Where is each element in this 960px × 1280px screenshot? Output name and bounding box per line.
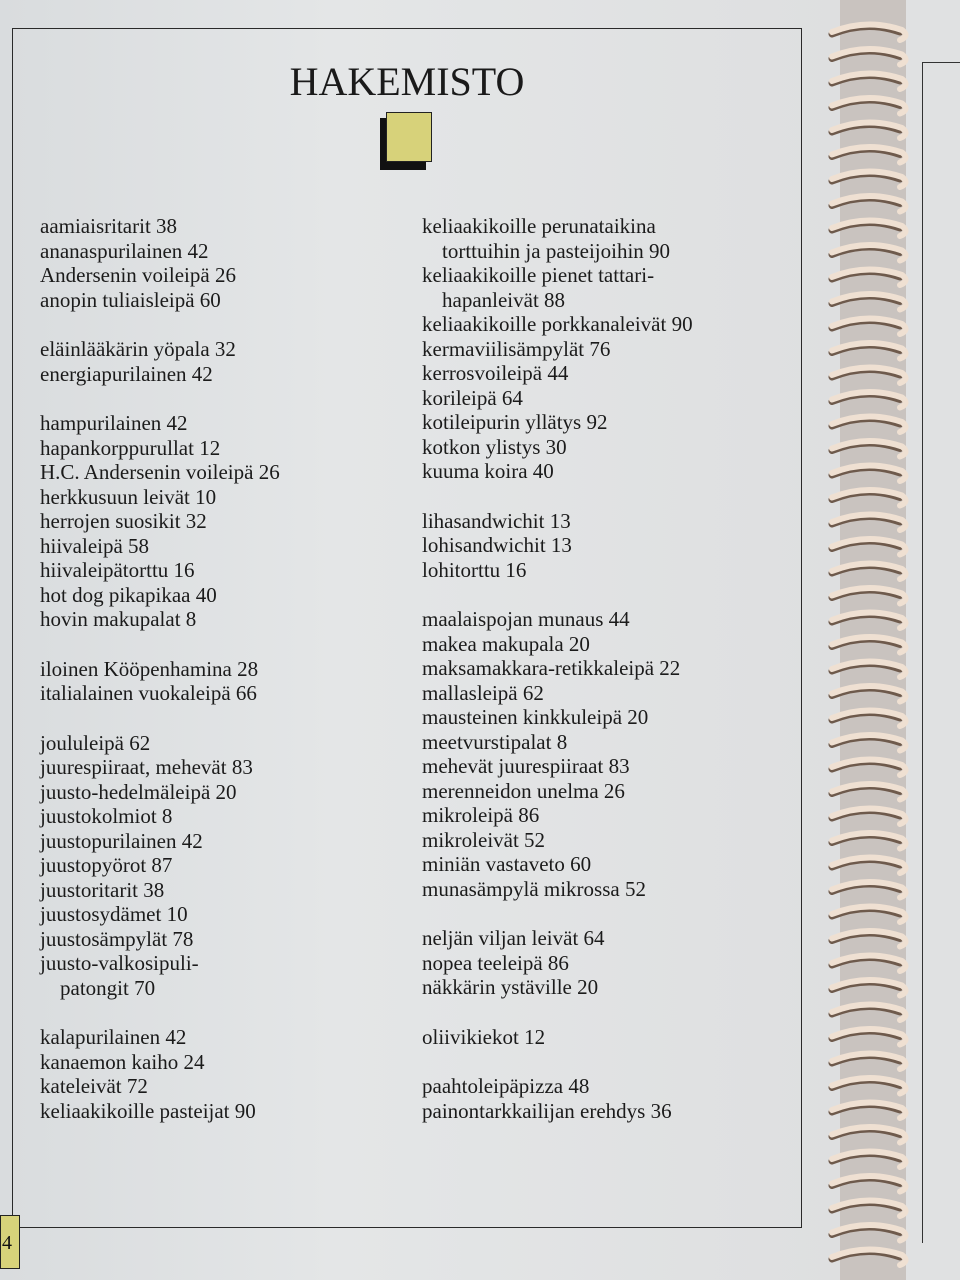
index-entry [40, 1025, 400, 1050]
index-entry [40, 1050, 400, 1075]
index-entry [40, 214, 400, 239]
index-entry-text: mausteinen kinkkuleipä 20 [422, 705, 649, 729]
index-entry-text: kanaemon kaiho 24 [40, 1049, 205, 1074]
title-square-ornament [380, 112, 436, 170]
index-entry [40, 362, 400, 387]
index-entry-continuation: torttuihin ja pasteijoihin 90 [442, 238, 671, 263]
index-entry-text: aamiaisritarit 38 [40, 214, 178, 238]
index-entry-text: meetvurstipalat 8 [422, 729, 568, 754]
index-entry-text: juusto-valkosipuli- [40, 951, 199, 975]
index-entry-text: keliaakikoille pasteijat 90 [40, 1098, 256, 1123]
index-entry [422, 509, 792, 534]
index-entry-text: herrojen suosikit 32 [40, 509, 207, 533]
index-entry [422, 951, 792, 976]
index-entry-text: juustosydämet 10 [40, 902, 188, 926]
index-entry-text: hapankorppurullat 12 [40, 435, 221, 460]
index-entry [40, 657, 400, 682]
index-entry-text: ananaspurilainen 42 [40, 238, 209, 263]
index-entry [422, 1025, 792, 1050]
index-entry [40, 681, 400, 706]
index-entry [422, 852, 792, 877]
index-entry-text: mikroleipä 86 [422, 803, 540, 827]
index-entry [40, 853, 400, 878]
index-entry [422, 386, 792, 411]
index-entry-text: keliaakikoille perunataikina [422, 214, 656, 238]
index-entry [422, 312, 792, 337]
index-entry [40, 902, 400, 927]
index-entry-text: maalaispojan munaus 44 [422, 607, 630, 631]
index-entry-text: munasämpylä mikrossa 52 [422, 876, 646, 901]
index-entry-text: juustopurilainen 42 [40, 828, 203, 853]
index-entry-text: mikroleivät 52 [422, 827, 546, 852]
page-title: HAKEMISTO [289, 59, 525, 104]
index-entry [422, 656, 792, 681]
index-entry [422, 459, 792, 484]
index-entry [40, 485, 400, 510]
index-entry [422, 632, 792, 657]
index-entry-text: keliaakikoille porkkanaleivät 90 [422, 312, 693, 336]
index-entry [422, 754, 792, 779]
index-entry [422, 533, 792, 558]
index-entry-text: korileipä 64 [422, 385, 523, 410]
index-entry-text: iloinen Kööpenhamina 28 [40, 656, 259, 681]
index-entry [422, 681, 792, 706]
index-entry [40, 534, 400, 559]
index-entry [40, 263, 400, 288]
index-entry-text: oliivikiekot 12 [422, 1024, 546, 1049]
index-entry-text: H.C. Andersenin voileipä 26 [40, 460, 280, 484]
index-entry [422, 803, 792, 828]
index-entry [422, 705, 792, 730]
index-entry-text: lihasandwichit 13 [422, 508, 571, 533]
index-entry-text: energiapurilainen 42 [40, 361, 213, 386]
index-entry-text: Andersenin voileipä 26 [40, 263, 236, 287]
page-number-tab: 4 [0, 1215, 20, 1269]
index-entry [40, 583, 400, 608]
index-entry-text: kerrosvoileipä 44 [422, 361, 569, 385]
index-entry-text: hovin makupalat 8 [40, 607, 197, 631]
index-entry-text: juurespiiraat, mehevät 83 [40, 755, 253, 779]
index-entry [422, 828, 792, 853]
index-entry [40, 829, 400, 854]
index-entry [422, 779, 792, 804]
index-entry-text: hot dog pikapikaa 40 [40, 582, 217, 607]
index-entry [40, 1099, 400, 1124]
index-entry [422, 263, 792, 312]
index-entry [40, 239, 400, 264]
index-entry-text: herkkusuun leivät 10 [40, 484, 217, 509]
next-page-frame [922, 62, 960, 1243]
index-entry [422, 926, 792, 951]
index-column-right [422, 214, 792, 1123]
index-entry [422, 558, 792, 583]
index-entry [40, 411, 400, 436]
index-entry [422, 435, 792, 460]
index-entry-text: italialainen vuokaleipä 66 [40, 681, 257, 705]
index-entry [40, 1074, 400, 1099]
index-entry-text: paahtoleipäpizza 48 [422, 1074, 590, 1098]
index-entry-text: hiivaleipätorttu 16 [40, 558, 195, 582]
index-entry [40, 436, 400, 461]
index-entry-text: mallasleipä 62 [422, 680, 544, 705]
index-entry [40, 337, 400, 362]
index-entry [40, 878, 400, 903]
index-entry [40, 731, 400, 756]
index-entry [422, 730, 792, 755]
spiral-binding [822, 10, 922, 1280]
index-entry-text: juustopyörot 87 [40, 853, 173, 877]
index-entry-text: mehevät juurespiiraat 83 [422, 754, 630, 778]
index-entry [40, 755, 400, 780]
index-entry-text: hiivaleipä 58 [40, 533, 150, 558]
index-entry [422, 337, 792, 362]
index-entry-text: miniän vastaveto 60 [422, 852, 592, 876]
index-entry [422, 607, 792, 632]
index-entry-continuation: hapanleivät 88 [442, 287, 566, 312]
index-entry [40, 927, 400, 952]
ornament-box [386, 112, 432, 162]
index-entry-text: näkkärin ystäville 20 [422, 975, 599, 999]
index-entry-text: maksamakkara-retikkaleipä 22 [422, 656, 681, 680]
index-entry-text: nopea teeleipä 86 [422, 950, 569, 975]
index-entry [422, 410, 792, 435]
index-entry [40, 288, 400, 313]
index-entry [422, 361, 792, 386]
index-entry [40, 460, 400, 485]
index-entry-text: eläinlääkärin yöpala 32 [40, 337, 236, 361]
index-entry [422, 1099, 792, 1124]
index-entry-text: lohisandwichit 13 [422, 533, 572, 557]
index-entry-text: juusto-hedelmäleipä 20 [40, 779, 237, 804]
index-column-left [40, 214, 400, 1123]
index-entry-text: anopin tuliaisleipä 60 [40, 287, 221, 312]
index-entry-text: kateleivät 72 [40, 1074, 148, 1098]
index-entry [40, 951, 400, 1000]
index-entry-text: juustokolmiot 8 [40, 804, 173, 828]
index-entry-text: merenneidon unelma 26 [422, 778, 625, 803]
index-entry-text: kalapurilainen 42 [40, 1025, 187, 1049]
index-entry [422, 214, 792, 263]
index-entry-text: juustoritarit 38 [40, 877, 165, 902]
index-entry-text: hampurilainen 42 [40, 411, 188, 435]
index-entry [422, 1074, 792, 1099]
index-entry-text: kotkon ylistys 30 [422, 434, 567, 459]
index-entry-text: keliaakikoille pienet tattari- [422, 263, 655, 287]
index-entry-text: kuuma koira 40 [422, 459, 554, 483]
index-entry-text: kotileipurin yllätys 92 [422, 410, 608, 434]
index-entry-text: lohitorttu 16 [422, 557, 527, 582]
index-entry-text: neljän viljan leivät 64 [422, 926, 605, 950]
index-entry-text: kermaviilisämpylät 76 [422, 336, 611, 361]
index-entry [40, 780, 400, 805]
index-entry [40, 558, 400, 583]
index-entry [422, 877, 792, 902]
index-entry [40, 509, 400, 534]
index-entry [40, 607, 400, 632]
index-entry-text: makea makupala 20 [422, 631, 590, 656]
index-entry-continuation: patongit 70 [60, 975, 156, 1000]
index-entry-text: juustosämpylät 78 [40, 926, 194, 951]
index-entry-text: painontarkkailijan erehdys 36 [422, 1098, 672, 1123]
index-entry [422, 975, 792, 1000]
index-entry-text: joululeipä 62 [40, 730, 151, 755]
index-entry [40, 804, 400, 829]
